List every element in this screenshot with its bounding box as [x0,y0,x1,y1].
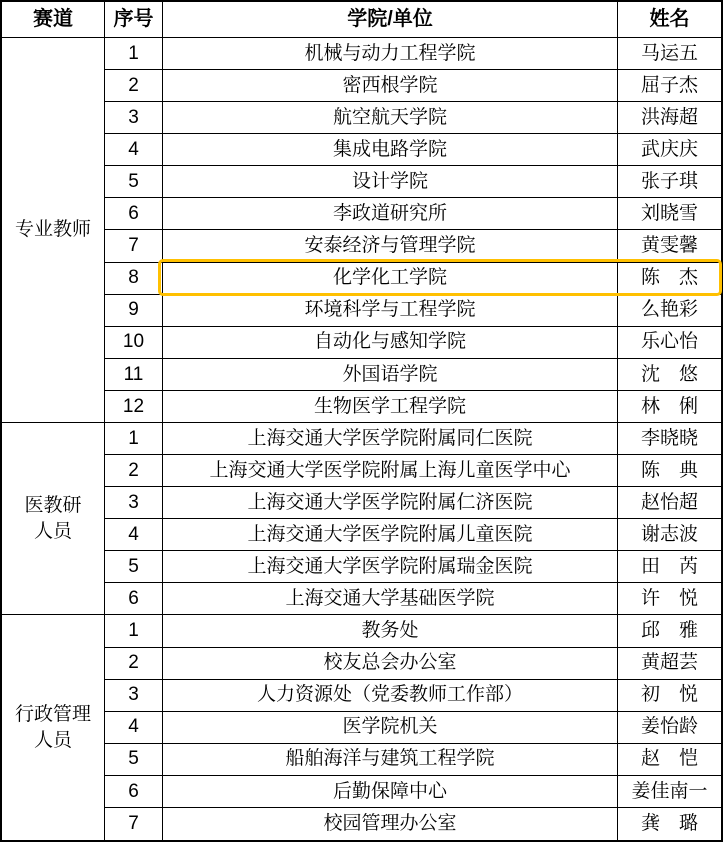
row-no: 9 [105,295,163,327]
row-name: 许 悦 [618,583,721,615]
row-no: 1 [105,38,163,70]
row-no: 5 [105,551,163,583]
row-no: 7 [105,230,163,262]
row-name: 洪海超 [618,102,721,134]
row-name: 陈 典 [618,455,721,487]
row-name: 刘晓雪 [618,198,721,230]
track-label-line: 医教研 [24,495,82,517]
track-cell-administrative-staff [2,615,105,840]
row-unit: 环境科学与工程学院 [163,295,618,327]
row-name: 么艳彩 [618,295,721,327]
row-no: 1 [105,423,163,455]
row-no-highlighted: 8 [105,263,163,295]
row-no: 5 [105,166,163,198]
row-name: 邱 雅 [618,615,721,647]
row-name: 初 悦 [618,680,721,712]
row-no: 3 [105,102,163,134]
row-unit: 李政道研究所 [163,198,618,230]
row-name: 谢志波 [618,519,721,551]
header-name: 姓名 [618,2,721,38]
track-label-line: 人员 [33,729,72,751]
track-cell-professional-teachers [2,38,105,423]
track-label-line: 专业教师 [14,219,91,241]
track-label-line: 行政管理 [14,704,91,726]
row-unit: 航空航天学院 [163,102,618,134]
header-unit: 学院/单位 [163,2,618,38]
row-unit: 上海交通大学医学院附属仁济医院 [163,487,618,519]
row-name: 屈子杰 [618,70,721,102]
row-name: 姜怡龄 [618,712,721,744]
row-unit: 上海交通大学医学院附属同仁医院 [163,423,618,455]
row-name: 姜佳南一 [618,776,721,808]
row-no: 6 [105,776,163,808]
track-cell-medical-research-staff [2,423,105,615]
row-unit: 机械与动力工程学院 [163,38,618,70]
row-unit: 上海交通大学医学院附属上海儿童医学中心 [163,455,618,487]
row-no: 4 [105,134,163,166]
row-unit: 校园管理办公室 [163,808,618,840]
row-no: 11 [105,359,163,391]
row-no: 1 [105,615,163,647]
header-track: 赛道 [2,2,105,38]
row-unit: 上海交通大学基础医学院 [163,583,618,615]
row-unit: 人力资源处（党委教师工作部） [163,680,618,712]
row-name: 马运五 [618,38,721,70]
row-name: 田 芮 [618,551,721,583]
row-name: 赵怡超 [618,487,721,519]
row-unit: 密西根学院 [163,70,618,102]
row-no: 10 [105,327,163,359]
header-no: 序号 [105,2,163,38]
row-unit: 后勤保障中心 [163,776,618,808]
row-unit: 校友总会办公室 [163,648,618,680]
row-name: 李晓晓 [618,423,721,455]
row-unit: 上海交通大学医学院附属儿童医院 [163,519,618,551]
row-unit-highlighted: 化学化工学院 [163,263,618,295]
row-name-highlighted: 陈 杰 [618,263,721,295]
row-no: 4 [105,712,163,744]
row-unit: 船舶海洋与建筑工程学院 [163,744,618,776]
row-no: 4 [105,519,163,551]
row-no: 6 [105,198,163,230]
row-no: 3 [105,487,163,519]
row-name: 黄雯馨 [618,230,721,262]
row-no: 5 [105,744,163,776]
row-unit: 设计学院 [163,166,618,198]
row-name: 赵 恺 [618,744,721,776]
row-no: 2 [105,455,163,487]
row-unit: 上海交通大学医学院附属瑞金医院 [163,551,618,583]
row-name: 乐心怡 [618,327,721,359]
row-unit: 生物医学工程学院 [163,391,618,423]
row-no: 6 [105,583,163,615]
track-label-line: 人员 [33,520,72,542]
row-name: 张子琪 [618,166,721,198]
row-unit: 医学院机关 [163,712,618,744]
row-unit: 教务处 [163,615,618,647]
row-no: 7 [105,808,163,840]
row-no: 3 [105,680,163,712]
row-no: 2 [105,70,163,102]
row-name: 龚 璐 [640,813,698,835]
row-name: 武庆庆 [618,134,721,166]
row-no: 2 [105,648,163,680]
row-no: 12 [105,391,163,423]
row-unit: 外国语学院 [163,359,618,391]
row-name: 林 俐 [618,391,721,423]
row-unit: 集成电路学院 [163,134,618,166]
row-unit: 安泰经济与管理学院 [163,230,618,262]
row-name: 沈 悠 [618,359,721,391]
row-unit: 自动化与感知学院 [163,327,618,359]
row-name: 黄超芸 [618,648,721,680]
